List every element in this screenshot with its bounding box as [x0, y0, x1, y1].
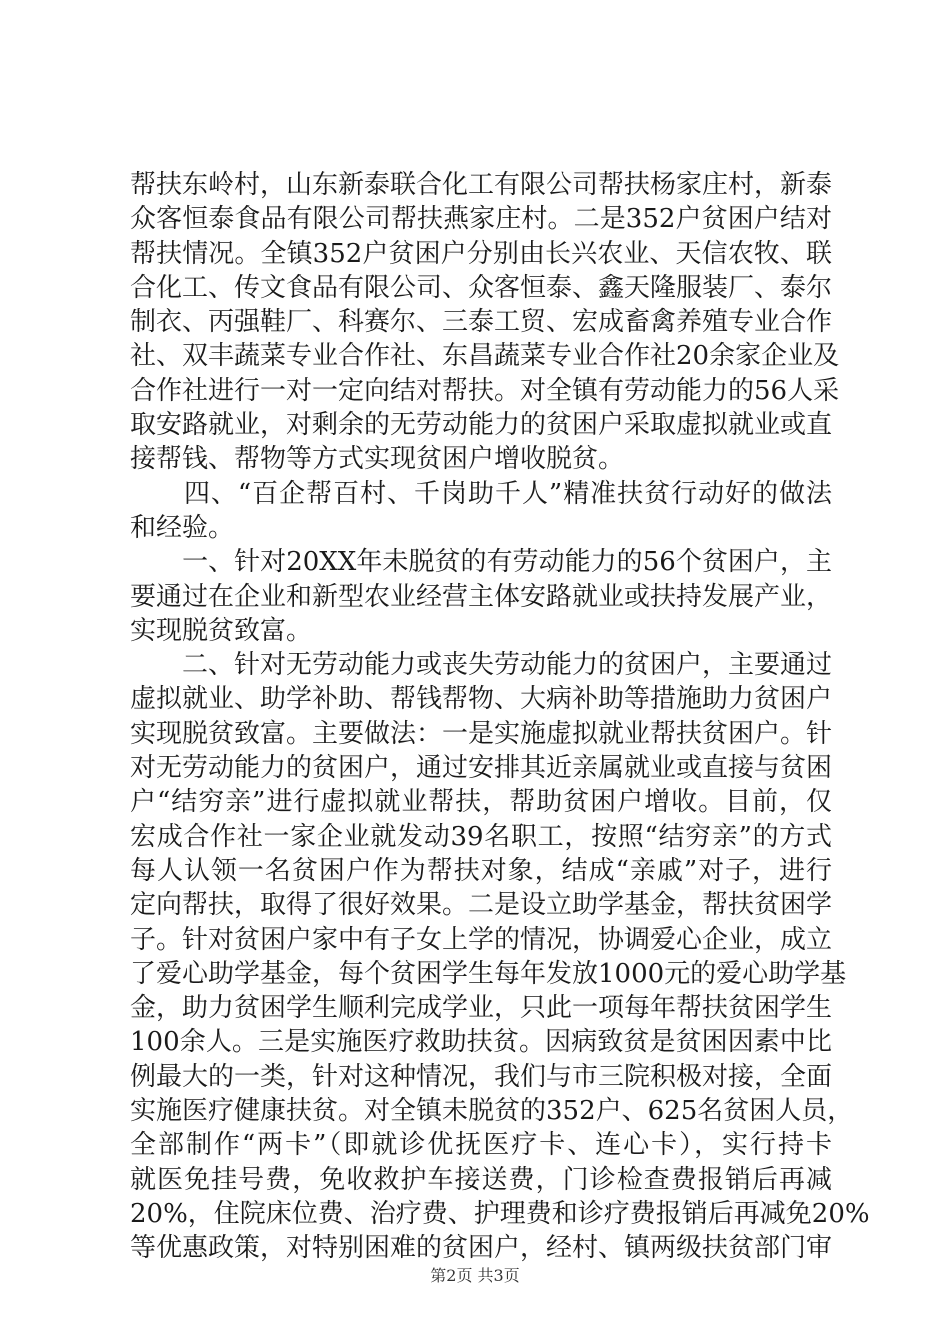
text-line: 子。针对贫困户家中有子女上学的情况，协调爱心企业，成立: [130, 924, 833, 955]
text-line: 二、针对无劳动能力或丧失劳动能力的贫困户，主要通过: [130, 650, 833, 681]
text-line: 等优惠政策，对特别困难的贫困户，经村、镇两级扶贫部门审: [130, 1233, 833, 1264]
text-line: 了爱心助学基金，每个贫困学生每年发放1000元的爱心助学基: [130, 958, 847, 989]
page-footer: 第2页 共3页: [430, 1266, 520, 1285]
text-line: 就医免挂号费，免收救护车接送费，门诊检查费报销后再减: [130, 1164, 832, 1195]
document-body: [130, 168, 870, 1266]
text-line: 一、针对20XX年未脱贫的有劳动能力的56个贫困户，主: [130, 547, 832, 578]
text-line: 20%，住院床位费、治疗费、护理费和诊疗费报销后再减免20%: [130, 1198, 870, 1229]
text-line: 虚拟就业、助学补助、帮钱帮物、大病补助等措施助力贫困户: [130, 684, 833, 715]
text-line: 实施医疗健康扶贫。对全镇未脱贫的352户、625名贫困人员，: [130, 1096, 854, 1127]
text-line: 要通过在企业和新型农业经营主体安路就业或扶持发展产业，: [130, 581, 833, 612]
text-line: 宏成合作社一家企业就发动39名职工，按照“结穷亲”的方式: [130, 821, 832, 852]
text-line: 制衣、丙强鞋厂、科赛尔、三泰工贸、宏成畜禽养殖专业合作: [130, 307, 833, 338]
text-line: 每人认领一名贫困户作为帮扶对象，结成“亲戚”对子，进行: [130, 855, 832, 886]
text-line: 四、“百企帮百村、千岗助千人”精准扶贫行动好的做法: [130, 478, 832, 509]
text-line: 金，助力贫困学生顺利完成学业，只此一项每年帮扶贫困学生: [130, 993, 833, 1024]
text-line: 实现脱贫致富。: [130, 615, 313, 646]
text-line: 实现脱贫致富。主要做法：一是实施虚拟就业帮扶贫困户。针: [130, 718, 833, 749]
text-line: 合化工、传文食品有限公司、众客恒泰、鑫天隆服装厂、泰尔: [130, 272, 833, 303]
text-line: 帮扶情况。全镇352户贫困户分别由长兴农业、天信农牧、联: [130, 238, 832, 269]
text-line: 例最大的一类，针对这种情况，我们与市三院积极对接，全面: [130, 1061, 833, 1092]
text-line: 接帮钱、帮物等方式实现贫困户增收脱贫。: [130, 444, 625, 475]
text-line: 100余人。三是实施医疗救助扶贫。因病致贫是贫困因素中比: [130, 1027, 832, 1058]
text-line: 定向帮扶，取得了很好效果。二是设立助学基金，帮扶贫困学: [130, 890, 833, 921]
text-line: 和经验。: [130, 512, 235, 543]
text-line: 对无劳动能力的贫困户，通过安排其近亲属就业或直接与贫困: [130, 753, 833, 784]
text-line: 取安路就业，对剩余的无劳动能力的贫困户采取虚拟就业或直: [130, 410, 833, 441]
text-line: 帮扶东岭村，山东新泰联合化工有限公司帮扶杨家庄村，新泰: [130, 170, 833, 200]
text-line: 合作社进行一对一定向结对帮扶。对全镇有劳动能力的56人采: [130, 375, 840, 406]
text-line: 全部制作“两卡”（即就诊优抚医疗卡、连心卡），实行持卡: [130, 1130, 832, 1161]
text-line: 户“结穷亲”进行虚拟就业帮扶，帮助贫困户增收。目前，仅: [130, 787, 832, 818]
text-line: 社、双丰蔬菜专业合作社、东昌蔬菜专业合作社20余家企业及: [130, 341, 840, 372]
text-line: 众客恒泰食品有限公司帮扶燕家庄村。二是352户贫困户结对: [130, 204, 832, 235]
